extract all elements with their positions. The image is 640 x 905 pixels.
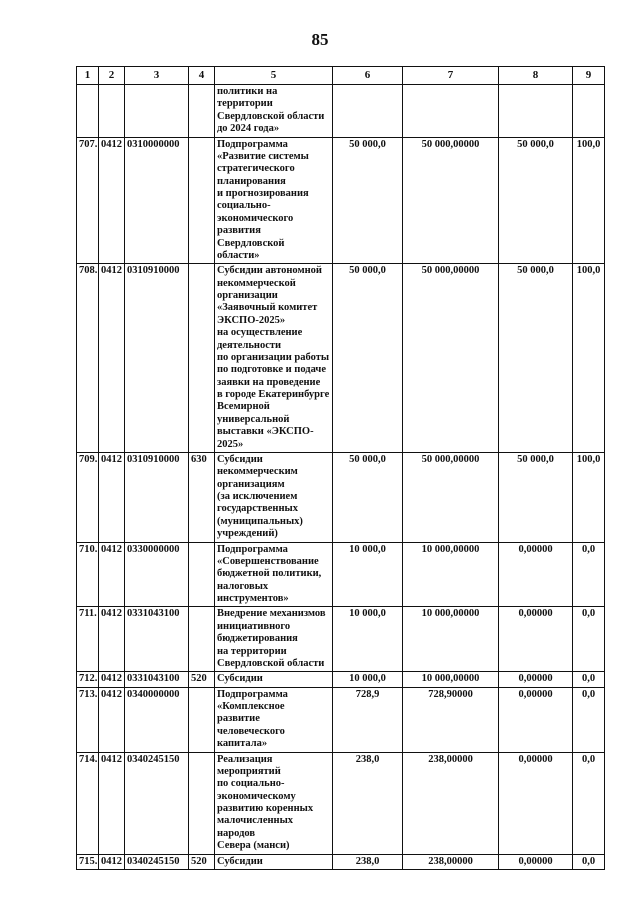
item-name-line: политики на территории <box>217 86 278 110</box>
column-header: 1 <box>77 67 99 85</box>
table-row <box>77 452 605 542</box>
actual-amount: 0,00000 <box>499 687 573 752</box>
column-header: 5 <box>215 67 333 85</box>
actual-amount <box>499 85 573 138</box>
executed-amount: 10 000,00000 <box>403 607 499 672</box>
row-number: 713. <box>77 687 99 752</box>
column-header: 7 <box>403 67 499 85</box>
percent-executed: 0,0 <box>573 672 605 687</box>
budget-table <box>76 66 605 870</box>
section-code: 0412 <box>99 452 125 542</box>
executed-amount: 238,00000 <box>403 752 499 854</box>
actual-amount: 0,00000 <box>499 542 573 607</box>
approved-amount: 10 000,0 <box>333 672 403 687</box>
item-name-line: Подпрограмма <box>217 688 288 700</box>
item-name-line: человеческого <box>217 725 285 737</box>
approved-amount: 728,9 <box>333 687 403 752</box>
target-article-code: 0340000000 <box>125 687 189 752</box>
percent-executed: 0,0 <box>573 752 605 854</box>
item-name <box>215 687 333 752</box>
table-row <box>77 85 605 138</box>
executed-amount: 728,90000 <box>403 687 499 752</box>
section-code: 0412 <box>99 752 125 854</box>
section-code <box>99 85 125 138</box>
item-name <box>215 542 333 607</box>
item-name-line: Реализация <box>217 753 273 765</box>
item-name-line: заявки на проведение <box>217 376 321 388</box>
item-name <box>215 137 333 264</box>
percent-executed: 0,0 <box>573 542 605 607</box>
percent-executed: 100,0 <box>573 264 605 453</box>
percent-executed: 100,0 <box>573 137 605 264</box>
expense-type-code <box>189 607 215 672</box>
item-name <box>215 752 333 854</box>
approved-amount: 238,0 <box>333 752 403 854</box>
item-name-line: по организации работы <box>217 351 330 363</box>
executed-amount: 50 000,00000 <box>403 137 499 264</box>
item-name-line: Подпрограмма <box>217 543 288 555</box>
actual-amount: 0,00000 <box>499 607 573 672</box>
target-article-code: 0331043100 <box>125 672 189 687</box>
actual-amount: 50 000,0 <box>499 452 573 542</box>
item-name-line: Субсидии автономной <box>217 265 322 277</box>
table-row <box>77 607 605 672</box>
item-name-line: до 2024 года» <box>217 123 280 135</box>
target-article-code: 0340245150 <box>125 854 189 869</box>
approved-amount: 238,0 <box>333 854 403 869</box>
expense-type-code <box>189 752 215 854</box>
item-name <box>215 85 333 138</box>
executed-amount: 50 000,00000 <box>403 452 499 542</box>
target-article-code: 0331043100 <box>125 607 189 672</box>
target-article-code: 0310910000 <box>125 264 189 453</box>
executed-amount: 10 000,00000 <box>403 542 499 607</box>
table-row <box>77 672 605 687</box>
table-row <box>77 542 605 607</box>
row-number: 708. <box>77 264 99 453</box>
percent-executed: 0,0 <box>573 687 605 752</box>
expense-type-code <box>189 85 215 138</box>
section-code: 0412 <box>99 687 125 752</box>
item-name-line: ЭКСПО-2025» <box>217 314 286 326</box>
item-name-line: социально- <box>217 200 271 212</box>
item-name-line: по подготовке и подаче <box>217 364 326 376</box>
table-row <box>77 752 605 854</box>
item-name-line: Свердловской области <box>217 110 325 122</box>
approved-amount: 10 000,0 <box>333 542 403 607</box>
approved-amount: 50 000,0 <box>333 452 403 542</box>
expense-type-code <box>189 137 215 264</box>
item-name-line: стратегического <box>217 163 295 175</box>
column-header: 4 <box>189 67 215 85</box>
approved-amount: 50 000,0 <box>333 264 403 453</box>
expense-type-code: 520 <box>189 672 215 687</box>
expense-type-code <box>189 264 215 453</box>
table-row <box>77 854 605 869</box>
item-name-line: на осуществление <box>217 327 303 339</box>
percent-executed <box>573 85 605 138</box>
item-name-line: 2025» <box>217 438 244 450</box>
item-name-line: планирования <box>217 175 286 187</box>
section-code: 0412 <box>99 542 125 607</box>
approved-amount: 50 000,0 <box>333 137 403 264</box>
item-name-line: организациям <box>217 478 285 490</box>
section-code: 0412 <box>99 854 125 869</box>
item-name-line: капитала» <box>217 738 268 750</box>
target-article-code: 0310910000 <box>125 452 189 542</box>
executed-amount: 238,00000 <box>403 854 499 869</box>
percent-executed: 100,0 <box>573 452 605 542</box>
table-row <box>77 687 605 752</box>
item-name-line: по социально- <box>217 778 285 790</box>
item-name-line: на территории <box>217 645 287 657</box>
item-name-line: развитию коренных <box>217 803 314 814</box>
executed-amount: 50 000,00000 <box>403 264 499 453</box>
target-article-code: 0340245150 <box>125 752 189 854</box>
actual-amount: 50 000,0 <box>499 264 573 453</box>
item-name-line: выставки «ЭКСПО- <box>217 426 314 438</box>
target-article-code: 0330000000 <box>125 542 189 607</box>
item-name-line: «Заявочный комитет <box>217 302 318 314</box>
row-number: 709. <box>77 452 99 542</box>
expense-type-code: 630 <box>189 452 215 542</box>
item-name-line: мероприятий <box>217 765 281 777</box>
actual-amount: 0,00000 <box>499 752 573 854</box>
executed-amount <box>403 85 499 138</box>
percent-executed: 0,0 <box>573 607 605 672</box>
item-name-line: бюджетирования <box>217 633 298 645</box>
row-number: 711. <box>77 607 99 672</box>
item-name-line: Внедрение механизмов <box>217 608 326 620</box>
item-name-line: инструментов» <box>217 593 289 604</box>
item-name-line: Субсидии <box>217 673 263 685</box>
actual-amount: 0,00000 <box>499 672 573 687</box>
section-code: 0412 <box>99 137 125 264</box>
item-name-line: экономического <box>217 212 294 224</box>
column-header: 6 <box>333 67 403 85</box>
item-name-line: экономическому <box>217 790 296 802</box>
item-name-line: «Развитие системы <box>217 150 309 162</box>
executed-amount: 10 000,00000 <box>403 672 499 687</box>
item-name-line: налоговых <box>217 580 269 592</box>
item-name-line: в городе Екатеринбурге <box>217 389 330 400</box>
table-body <box>77 85 605 870</box>
item-name-line: универсальной <box>217 413 290 425</box>
item-name-line: Подпрограмма <box>217 138 288 150</box>
item-name-line: государственных <box>217 503 298 515</box>
item-name-line: некоммерческим <box>217 466 298 478</box>
approved-amount <box>333 85 403 138</box>
item-name-line: инициативного <box>217 620 291 632</box>
column-header: 9 <box>573 67 605 85</box>
target-article-code <box>125 85 189 138</box>
target-article-code: 0310000000 <box>125 137 189 264</box>
row-number: 712. <box>77 672 99 687</box>
page-number: 85 <box>311 30 329 49</box>
item-name <box>215 607 333 672</box>
actual-amount: 50 000,0 <box>499 137 573 264</box>
column-header: 2 <box>99 67 125 85</box>
item-name-line: Субсидии <box>217 855 263 867</box>
section-code: 0412 <box>99 672 125 687</box>
item-name-line: развития Свердловской <box>217 225 285 249</box>
item-name-line: «Совершенствование <box>217 555 319 567</box>
table-row <box>77 137 605 264</box>
row-number: 714. <box>77 752 99 854</box>
item-name <box>215 264 333 453</box>
item-name-line: (муниципальных) <box>217 515 303 527</box>
item-name-line: «Комплексное развитие <box>217 701 285 725</box>
item-name-line: (за исключением <box>217 491 298 502</box>
item-name-line: учреждений) <box>217 528 278 540</box>
table-header-row <box>77 67 605 85</box>
item-name-line: организации <box>217 290 278 301</box>
item-name-line: деятельности <box>217 339 282 351</box>
item-name-line: области» <box>217 249 260 261</box>
item-name-line: некоммерческой <box>217 277 296 289</box>
row-number: 715. <box>77 854 99 869</box>
column-header: 8 <box>499 67 573 85</box>
item-name-line: Субсидии <box>217 453 263 465</box>
column-header: 3 <box>125 67 189 85</box>
item-name <box>215 672 333 687</box>
actual-amount: 0,00000 <box>499 854 573 869</box>
item-name-line: малочисленных народов <box>217 815 294 839</box>
row-number: 707. <box>77 137 99 264</box>
item-name-line: бюджетной политики, <box>217 568 322 580</box>
item-name-line: и прогнозирования <box>217 188 309 199</box>
section-code: 0412 <box>99 264 125 453</box>
expense-type-code <box>189 687 215 752</box>
item-name-line: Севера (манси) <box>217 840 290 852</box>
row-number: 710. <box>77 542 99 607</box>
expense-type-code: 520 <box>189 854 215 869</box>
item-name <box>215 452 333 542</box>
percent-executed: 0,0 <box>573 854 605 869</box>
table-row <box>77 264 605 453</box>
item-name-line: Всемирной <box>217 401 270 413</box>
item-name <box>215 854 333 869</box>
expense-type-code <box>189 542 215 607</box>
section-code: 0412 <box>99 607 125 672</box>
row-number <box>77 85 99 138</box>
item-name-line: Свердловской области <box>217 657 325 669</box>
approved-amount: 10 000,0 <box>333 607 403 672</box>
